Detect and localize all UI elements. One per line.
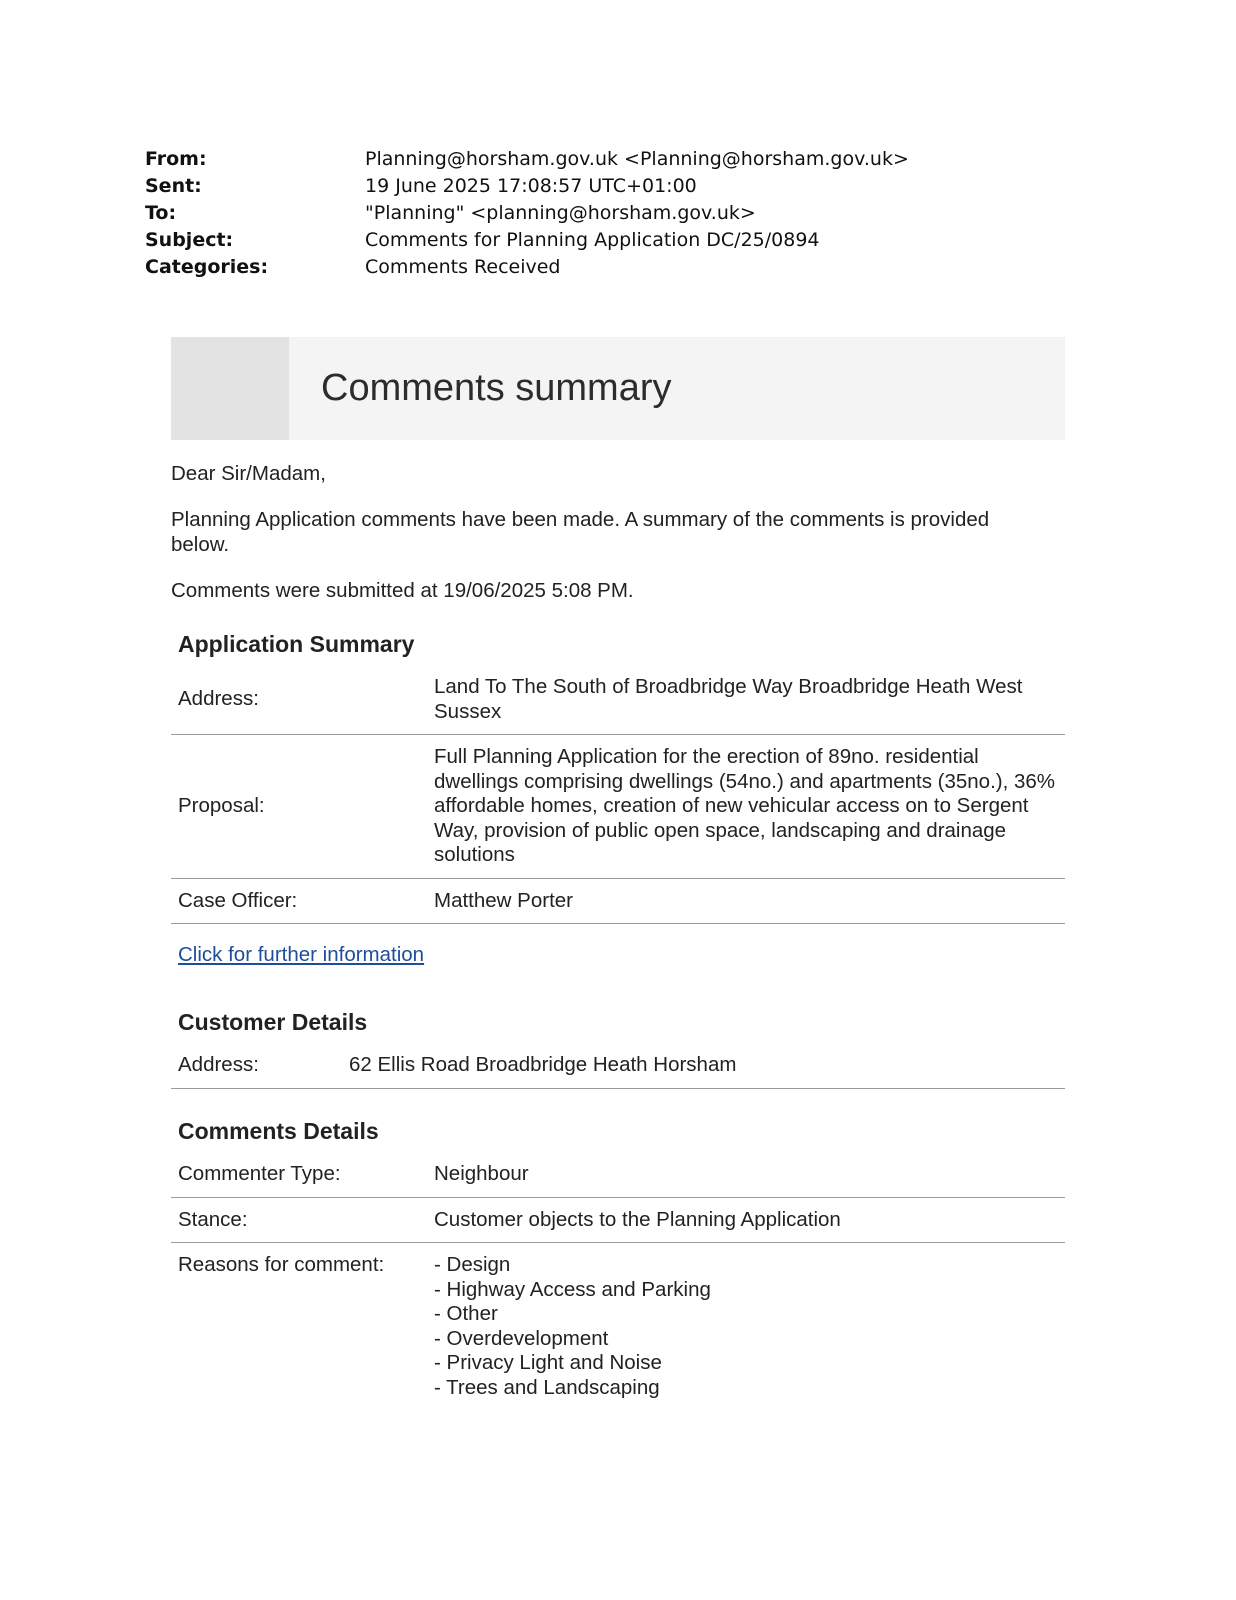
table-row bbox=[171, 1243, 1065, 1411]
customer-details-heading: Customer Details bbox=[178, 1009, 368, 1035]
stance-label: Stance: bbox=[171, 1197, 427, 1243]
subject-label: Subject: bbox=[145, 229, 234, 251]
reasons-list bbox=[427, 1243, 1065, 1411]
banner-title: Comments summary bbox=[321, 367, 672, 409]
reasons-label: Reasons for comment: bbox=[178, 1253, 385, 1276]
summary-banner bbox=[171, 337, 1065, 440]
to-value: "Planning" <planning@horsham.gov.uk> bbox=[365, 202, 756, 224]
categories-value: Comments Received bbox=[365, 256, 561, 278]
application-summary-table bbox=[171, 665, 1065, 924]
stance-value: Customer objects to the Planning Application bbox=[427, 1197, 1065, 1243]
subject-row bbox=[145, 227, 1045, 254]
list-item: - Privacy Light and Noise bbox=[434, 1351, 662, 1374]
comments-details-table bbox=[171, 1152, 1065, 1410]
list-item: - Overdevelopment bbox=[434, 1326, 609, 1350]
application-summary-heading: Application Summary bbox=[178, 631, 415, 657]
table-row bbox=[171, 665, 1065, 735]
to-label: To: bbox=[145, 202, 177, 224]
address-label: Address: bbox=[171, 665, 427, 735]
table-row bbox=[171, 1197, 1065, 1243]
customer-address-label: Address: bbox=[171, 1043, 342, 1088]
from-value: Planning@horsham.gov.uk <Planning@horsham.gov.uk> bbox=[365, 148, 909, 170]
further-information-link[interactable]: Click for further information bbox=[178, 943, 425, 966]
list-item: - Design bbox=[434, 1253, 511, 1276]
greeting: Dear Sir/Madam, bbox=[171, 462, 326, 485]
sent-row bbox=[145, 173, 1045, 200]
from-row bbox=[145, 146, 1045, 173]
categories-label: Categories: bbox=[145, 256, 269, 278]
table-row bbox=[171, 1152, 1065, 1197]
case-officer-value: Matthew Porter bbox=[427, 878, 1065, 924]
customer-details-table bbox=[171, 1043, 1065, 1089]
proposal-value: Full Planning Application for the erection of 89no. residential dwellings comprising dwellings (54no.) and apartments (35no.), 36% affordable homes, creation of new vehicular access on to Sergent Way, provision of public open space, landscaping and drainage solutions bbox=[427, 735, 1065, 879]
proposal-label: Proposal: bbox=[171, 735, 427, 879]
address-value: Land To The South of Broadbridge Way Broadbridge Heath West Sussex bbox=[427, 665, 1065, 735]
comments-details-heading: Comments Details bbox=[178, 1118, 379, 1144]
subject-value: Comments for Planning Application DC/25/0894 bbox=[365, 229, 820, 251]
intro-line-2: Comments were submitted at 19/06/2025 5:08 PM. bbox=[171, 579, 634, 602]
intro-line-1: Planning Application comments have been made. A summary of the comments is provided below. bbox=[171, 508, 990, 556]
sent-value: 19 June 2025 17:08:57 UTC+01:00 bbox=[365, 175, 697, 197]
list-item: - Highway Access and Parking bbox=[434, 1277, 711, 1301]
table-row bbox=[171, 878, 1065, 924]
list-item: - Trees and Landscaping bbox=[434, 1375, 660, 1399]
banner-side-block bbox=[171, 337, 289, 440]
list-item: - Other bbox=[434, 1302, 498, 1325]
email-header bbox=[145, 146, 1045, 281]
table-row bbox=[171, 1043, 1065, 1088]
customer-address-value: 62 Ellis Road Broadbridge Heath Horsham bbox=[342, 1043, 1065, 1088]
from-label: From: bbox=[145, 148, 207, 170]
categories-row bbox=[145, 254, 1045, 281]
table-row bbox=[171, 735, 1065, 879]
sent-label: Sent: bbox=[145, 175, 202, 197]
case-officer-label: Case Officer: bbox=[171, 878, 427, 924]
commenter-type-value: Neighbour bbox=[427, 1152, 1065, 1197]
commenter-type-label: Commenter Type: bbox=[171, 1152, 427, 1197]
to-row bbox=[145, 200, 1045, 227]
